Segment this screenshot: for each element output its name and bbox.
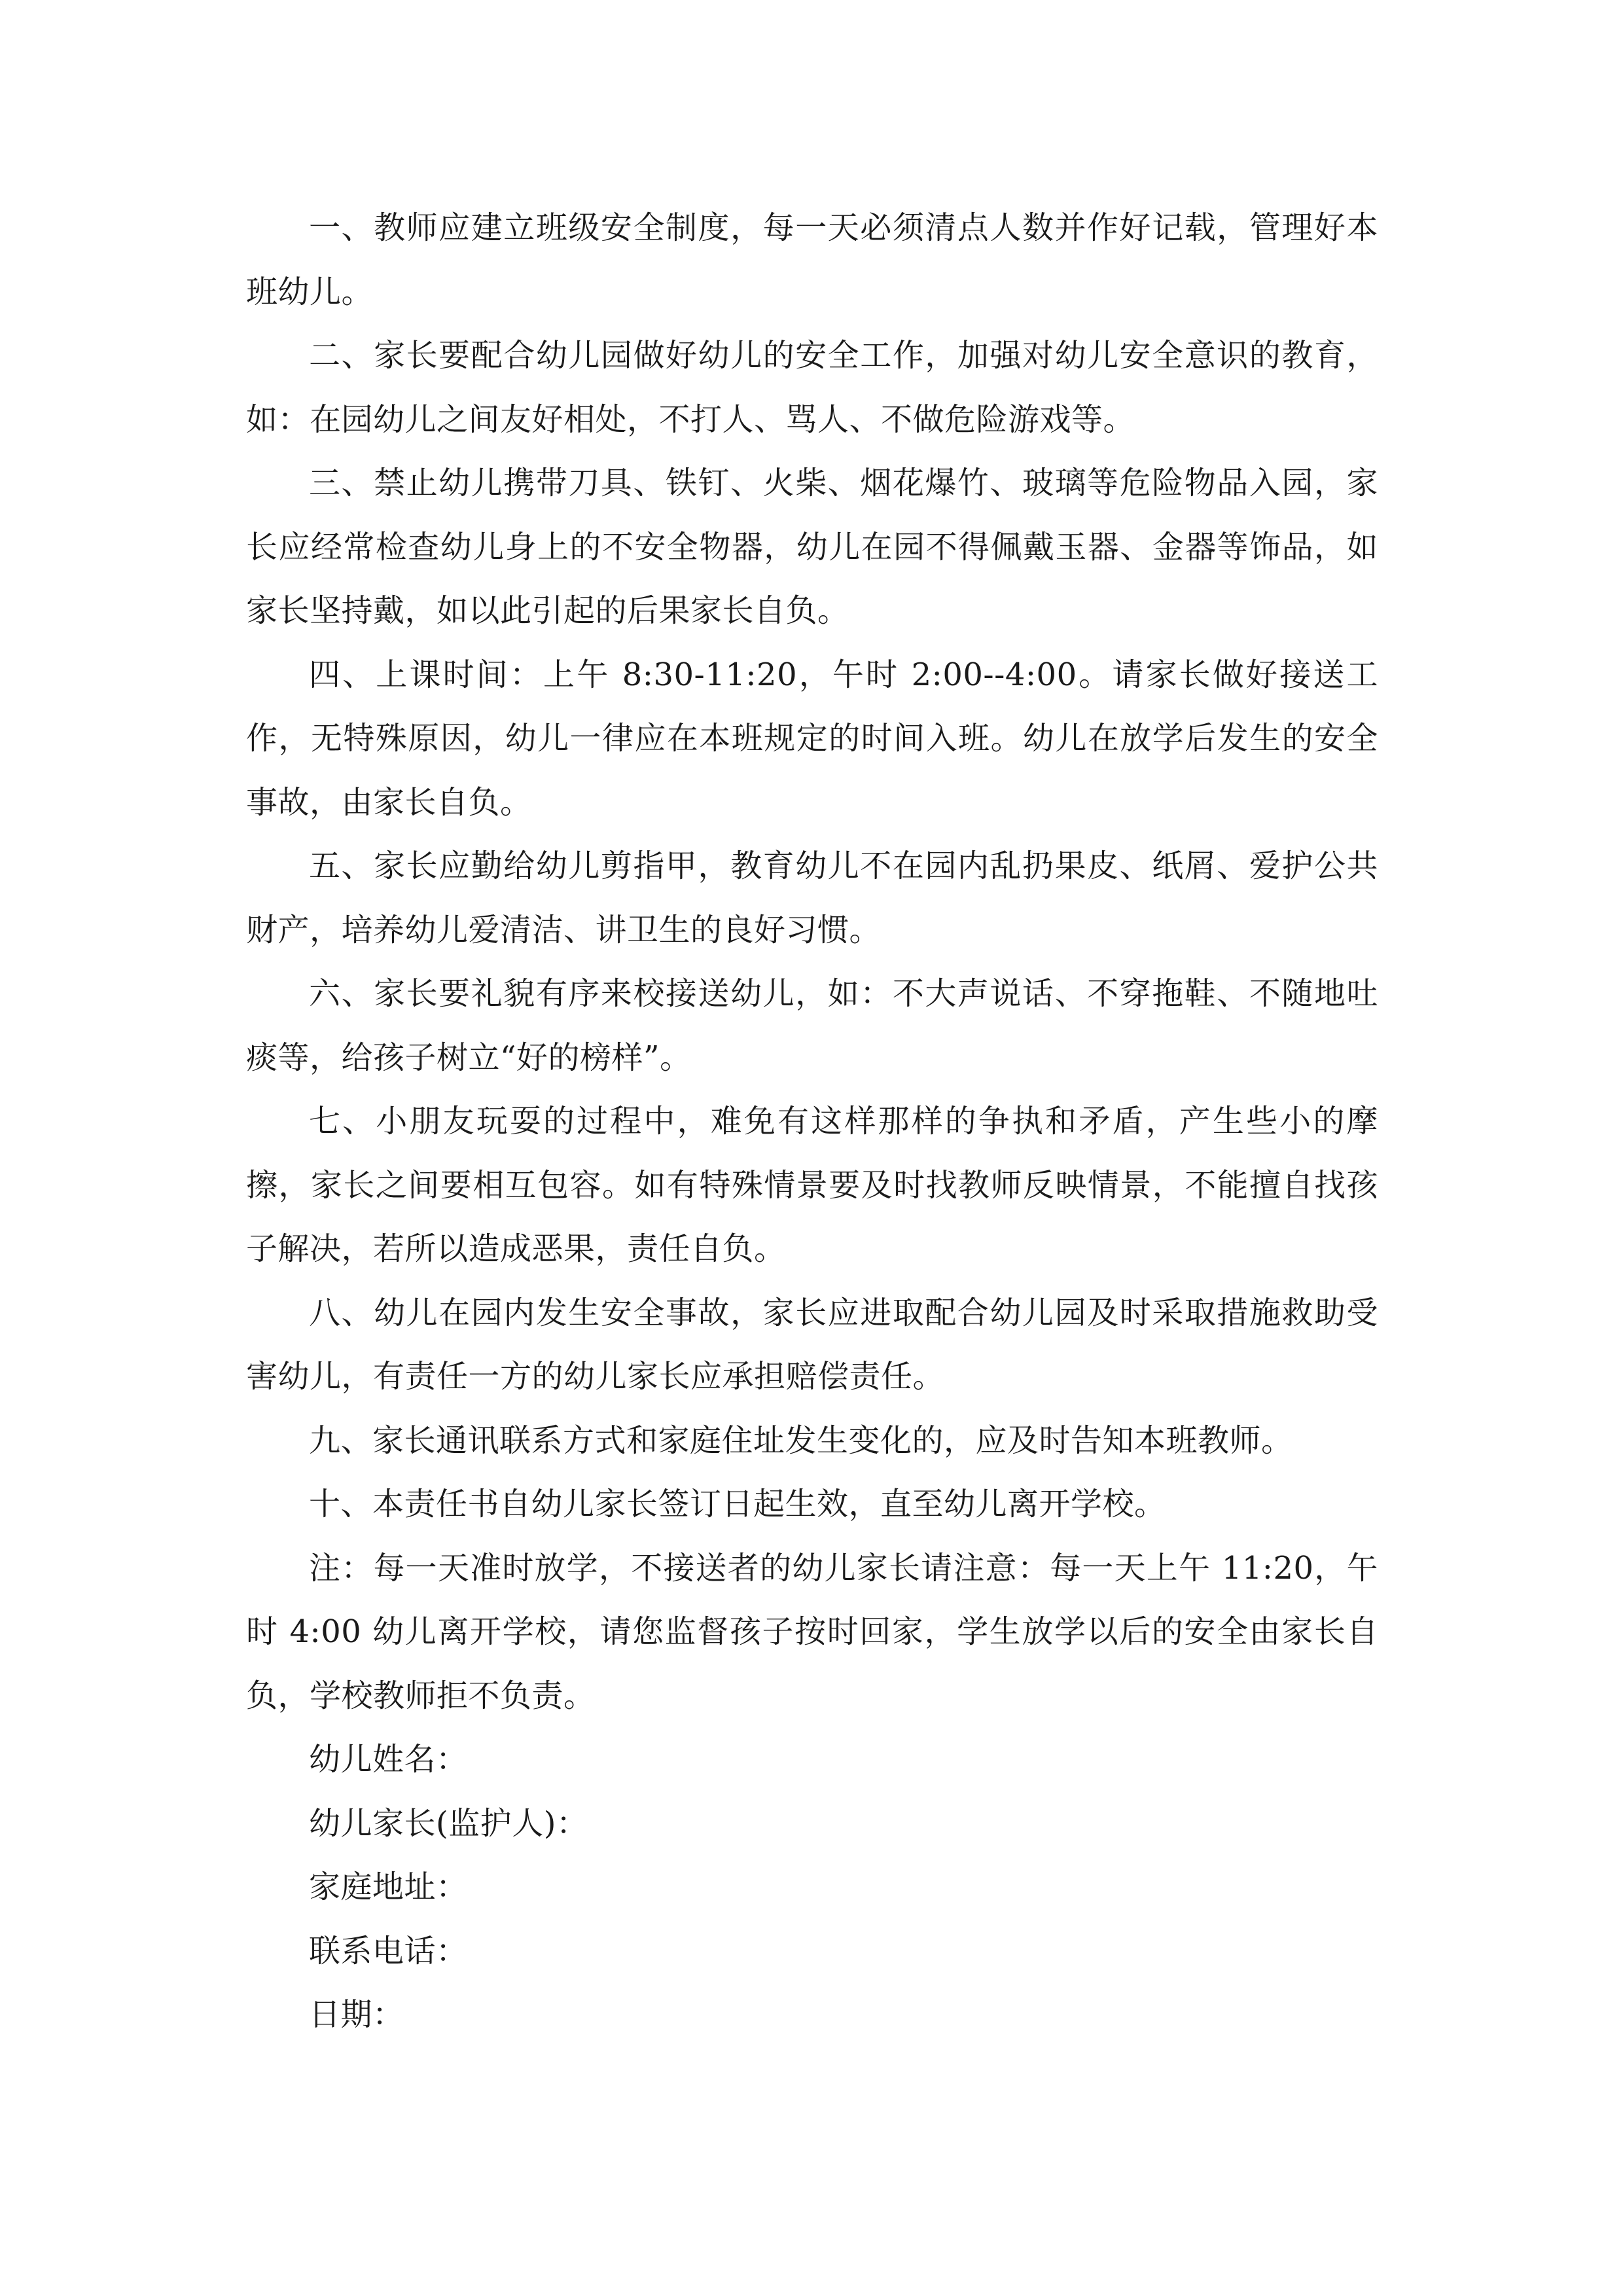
- note-paragraph: 注：每一天准时放学，不接送者的幼儿家长请注意：每一天上午 11:20，午时 4:00 幼儿离开学校，请您监督孩子按时回家，学生放学以后的安全由家长自负，学校教师拒不负责。: [246, 1549, 1378, 1714]
- clause-1: 一、教师应建立班级安全制度，每一天必须清点人数并作好记载，管理好本班幼儿。: [246, 209, 1378, 310]
- clause-4: 四、上课时间：上午 8:30-11:20，午时 2:00--4:00。请家长做好接送工作，无特殊原因，幼儿一律应在本班规定的时间入班。幼儿在放学后发生的安全事故，由家长自负。: [246, 656, 1378, 821]
- phone-field: 联系电话：: [309, 1932, 468, 1969]
- document-page: [246, 196, 1378, 2047]
- clause-8: 八、幼儿在园内发生安全事故，家长应进取配合幼儿园及时采取措施救助受害幼儿，有责任一方的幼儿家长应承担赔偿责任。: [246, 1294, 1378, 1395]
- clause-2: 二、家长要配合幼儿园做好幼儿的安全工作，加强对幼儿安全意识的教育，如：在园幼儿之间友好相处，不打人、骂人、不做危险游戏等。: [246, 337, 1378, 438]
- clause-6: 六、家长要礼貌有序来校接送幼儿，如：不大声说话、不穿拖鞋、不随地吐痰等，给孩子树立“好的榜样”。: [246, 975, 1378, 1076]
- guardian-field: 幼儿家长(监护人)：: [309, 1804, 588, 1842]
- clause-7: 七、小朋友玩耍的过程中，难免有这样那样的争执和矛盾，产生些小的摩擦，家长之间要相互包容。如有特殊情景要及时找教师反映情景，不能擅自找孩子解决，若所以造成恶果，责任自负。: [246, 1103, 1378, 1267]
- date-field: 日期：: [309, 1996, 404, 2033]
- child-name-field: 幼儿姓名：: [309, 1741, 468, 1778]
- clause-3: 三、禁止幼儿携带刀具、铁钉、火柴、烟花爆竹、玻璃等危险物品入园，家长应经常检查幼儿身上的不安全物器，幼儿在园不得佩戴玉器、金器等饰品，如家长坚持戴，如以此引起的后果家长自负。: [246, 465, 1378, 629]
- clause-9: 九、家长通讯联系方式和家庭住址发生变化的，应及时告知本班教师。: [309, 1422, 1293, 1459]
- clause-10: 十、本责任书自幼儿家长签订日起生效，直至幼儿离开学校。: [309, 1486, 1166, 1522]
- clause-5: 五、家长应勤给幼儿剪指甲，教育幼儿不在园内乱扔果皮、纸屑、爱护公共财产，培养幼儿爱清洁、讲卫生的良好习惯。: [246, 848, 1378, 948]
- address-field: 家庭地址：: [309, 1869, 468, 1905]
